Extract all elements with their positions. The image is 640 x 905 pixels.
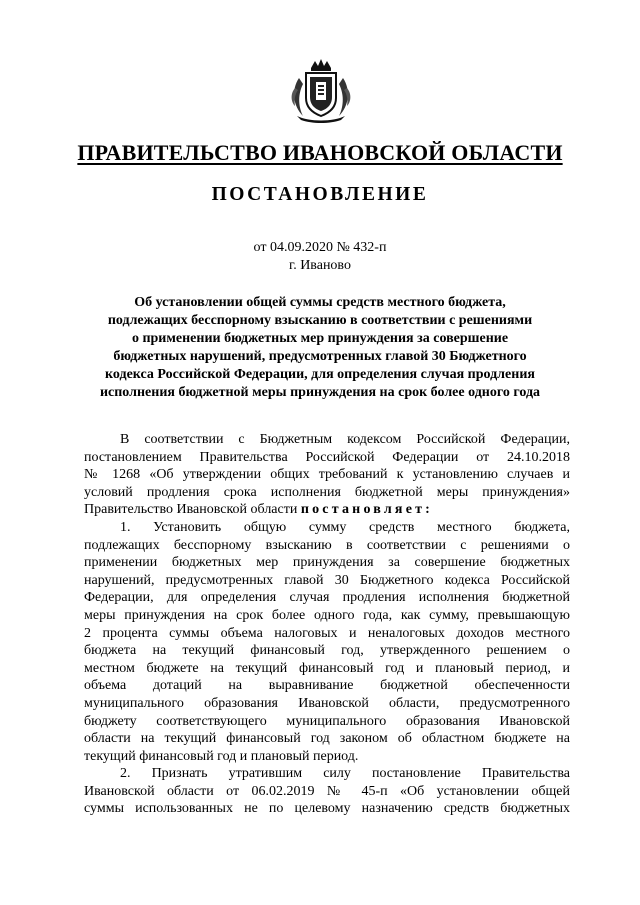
date-number: от 04.09.2020 № 432-п	[253, 240, 387, 255]
title-line: бюджетных нарушений, предусмотренных главой 30 Бюджетного	[113, 349, 527, 364]
body-line: нарушений, предусмотренных главой 30 Бюджетного кодекса Российской	[84, 572, 570, 588]
body-line: муниципального образования Ивановской области, предусмотренного	[84, 695, 570, 711]
body-line: условий продления срока исполнения бюджетной меры принуждения»	[84, 484, 570, 500]
document-meta	[0, 239, 640, 275]
body-line: постановлением Правительства Российской Федерации от 24.10.2018	[84, 449, 570, 465]
title-line: кодекса Российской Федерации, для определения случая продления	[105, 367, 535, 382]
body-line: текущий финансовый год и плановый период.	[84, 748, 359, 764]
body-line: Федерации, для определения случая продления исполнения бюджетной	[84, 590, 570, 606]
document-title	[84, 294, 556, 402]
body-line: применении бюджетных мер принуждения за совершение бюджетных	[84, 555, 570, 571]
body-line: 2. Признать утратившим силу постановление Правительства	[120, 766, 570, 782]
preamble-tail: Правительство Ивановской области	[84, 502, 298, 518]
body-line: местном бюджете на текущий финансовый год и плановый период, и	[84, 660, 570, 676]
body-line: бюджету соответствующего муниципального образования Ивановской	[84, 713, 570, 729]
body-line: 2 процента суммы объема налоговых и неналоговых доходов местного	[84, 625, 570, 641]
body-line: подлежащих бесспорному взысканию в соответствии с решениями о	[84, 537, 570, 553]
organization-name: ПРАВИТЕЛЬСТВО ИВАНОВСКОЙ ОБЛАСТИ	[77, 140, 563, 165]
title-line: исполнения бюджетной меры принуждения на срок более одного года	[99, 385, 541, 400]
body-line: 1. Установить общую сумму средств местного бюджета,	[120, 519, 570, 535]
city: г. Иваново	[289, 258, 351, 273]
body-line: Ивановской области от 06.02.2019 № 45-п «Об установлении общей	[84, 783, 570, 799]
document-body	[84, 431, 570, 818]
document-type: ПОСТАНОВЛЕНИЕ	[211, 184, 429, 205]
title-line: о применении бюджетных мер принуждения за совершение	[131, 331, 509, 346]
coat-of-arms-icon	[289, 58, 353, 124]
body-line: области на текущий финансовый год законом об областном бюджете на	[84, 731, 570, 747]
body-line: объема дотаций на выравнивание бюджетной обеспеченности	[84, 678, 570, 694]
resolves-word: постановляет:	[300, 502, 434, 518]
body-line: В соответствии с Бюджетным кодексом Российской Федерации,	[120, 432, 570, 447]
title-line: подлежащих бесспорному взысканию в соответствии с решениями	[107, 313, 533, 328]
body-line: бюджета на текущий финансовый год, утвержденного решением о	[84, 643, 570, 659]
body-line: суммы использованных не по целевому назначению средств бюджетных	[84, 801, 570, 817]
title-line: Об установлении общей суммы средств местного бюджета,	[134, 295, 506, 310]
body-line: меры принуждения на срок более одного года, как сумму, превышающую	[84, 607, 570, 623]
body-line	[84, 501, 570, 519]
body-line: № 1268 «Об утверждении общих требований к установлению случаев и	[84, 467, 570, 483]
